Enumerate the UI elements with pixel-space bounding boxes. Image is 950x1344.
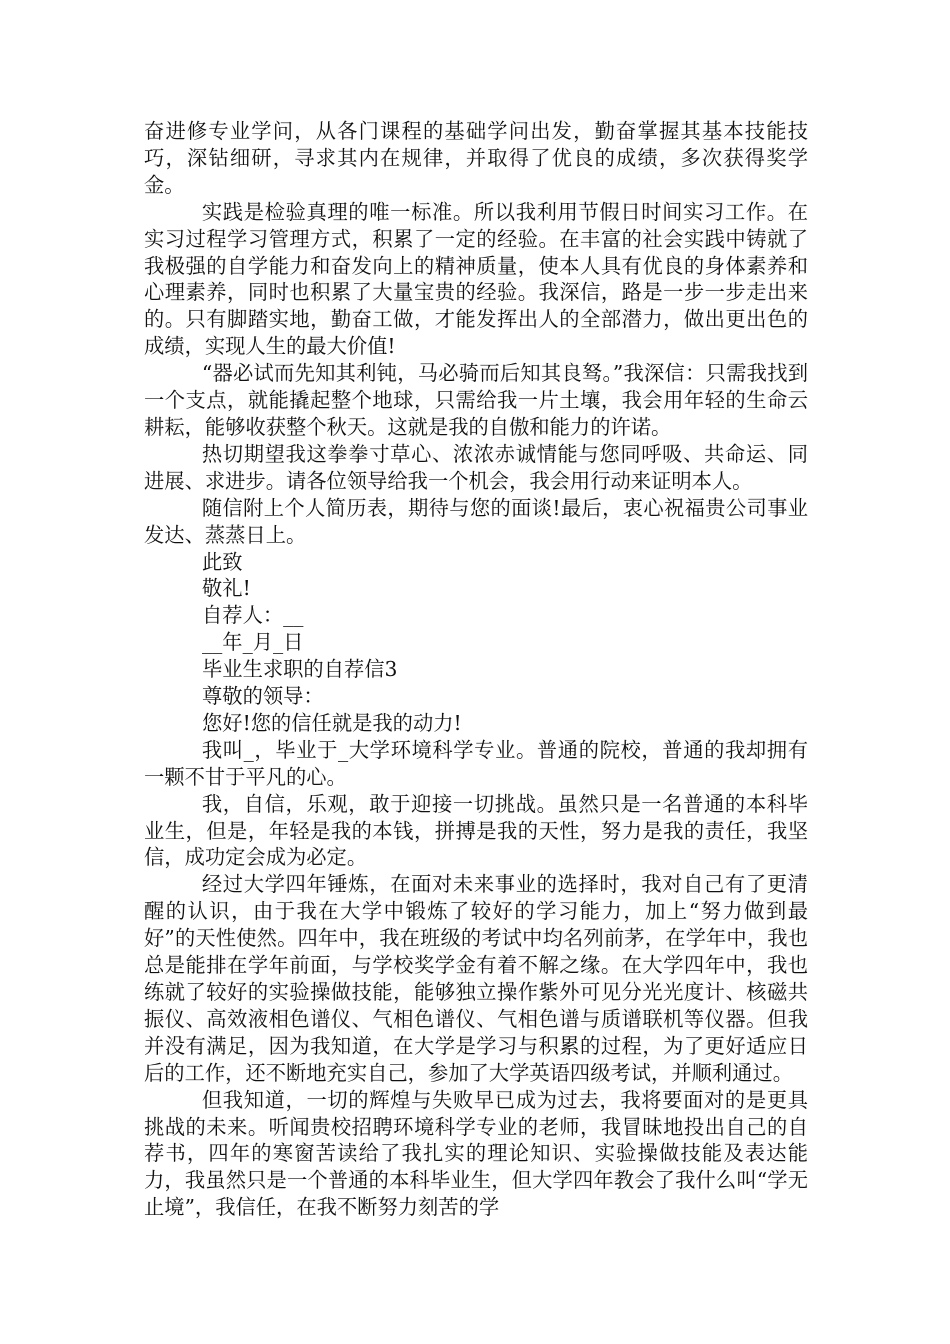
paragraph-future: 但我知道，一切的辉煌与失败早已成为过去，我将要面对的是更具挑战的未来。听闻贵校招聘环境科学专业的老师，我冒昧地投出自己的自荐书，四年的寒窗苦读给了我扎实的理论知识、实验操做技能及表达能力，我虽然只是一个普通的本科毕业生，但大学四年教会了我什么叫“学无止境”，我信任，在我不断努力刻苦的学 <box>144 1087 808 1220</box>
closing-salutation: 此致 <box>202 549 243 574</box>
section-title: 毕业生求职的自荐信3 <box>202 657 398 682</box>
paragraph-quote: “器必试而先知其利钝，马必骑而后知其良驽。”我深信：只需我找到一个支点，就能撬起整个地球，只需给我一片土壤，我会用年轻的生命云耕耘，能够收获整个秋天。这就是我的自傲和能力的许诺。 <box>144 361 808 439</box>
paragraph-hope: 热切期望我这拳拳寸草心、浓浓赤诚情能与您同呼吸、共命运、同进展、求进步。请各位领导给我一个机会，我会用行动来证明本人。 <box>144 441 808 493</box>
paragraph-attachment: 随信附上个人简历表，期待与您的面谈!最后，衷心祝福贵公司事业发达、蒸蒸日上。 <box>144 495 808 547</box>
paragraph-experience: 经过大学四年锤炼，在面对未来事业的选择时，我对自己有了更清醒的认识，由于我在大学中锻炼了较好的学习能力，加上“努力做到最好”的天性使然。四年中，我在班级的考试中均名列前茅，在学年中，我也总是能排在学年前面，与学校奖学金有着不解之缘。在大学四年中，我也练就了较好的实验操做技能，能够独立操作紫外可见分光光度计、核磁共振仪、高效液相色谱仪、气相色谱仪、气相色谱与质谱联机等仪器。但我并没有满足，因为我知道，在大学是学习与积累的过程，为了更好适应日后的工作，还不断地充实自己，参加了大学英语四级考试，并顺利通过。 <box>144 872 808 1085</box>
closing-respect: 敬礼! <box>202 576 251 601</box>
paragraph-confidence: 我，自信，乐观，敢于迎接一切挑战。虽然只是一名普通的本科毕业生，但是，年轻是我的本钱，拼搏是我的天性，努力是我的责任，我坚信，成功定会成为必定。 <box>144 791 808 870</box>
paragraph-practice: 实践是检验真理的唯一标准。所以我利用节假日时间实习工作。在实习过程学习管理方式，积累了一定的经验。在丰富的社会实践中铸就了我极强的自学能力和奋发向上的精神质量，使本人具有优良的身体素养和心理素养，同时也积累了大量宝贵的经验。我深信，路是一步一步走出来的。只有脚踏实地，勤奋工做，才能发挥出人的全部潜力，做出更出色的成绩，实现人生的最大价值! <box>144 199 808 359</box>
paragraph-intro: 我叫_，毕业于_大学环境科学专业。普通的院校，普通的我却拥有一颗不甘于平凡的心。 <box>144 737 808 789</box>
opening-line: 您好!您的信任就是我的动力! <box>202 710 462 735</box>
greeting-line: 尊敬的领导： <box>202 684 324 709</box>
date-line: __年_月_日 <box>202 630 304 655</box>
paragraph-continuation: 奋进修专业学问，从各门课程的基础学问出发，勤奋掌握其基本技能技巧，深钻细研，寻求其内在规律，并取得了优良的成绩，多次获得奖学金。 <box>144 119 808 197</box>
signature-line: 自荐人：__ <box>202 603 304 628</box>
document-body <box>144 118 808 1221</box>
